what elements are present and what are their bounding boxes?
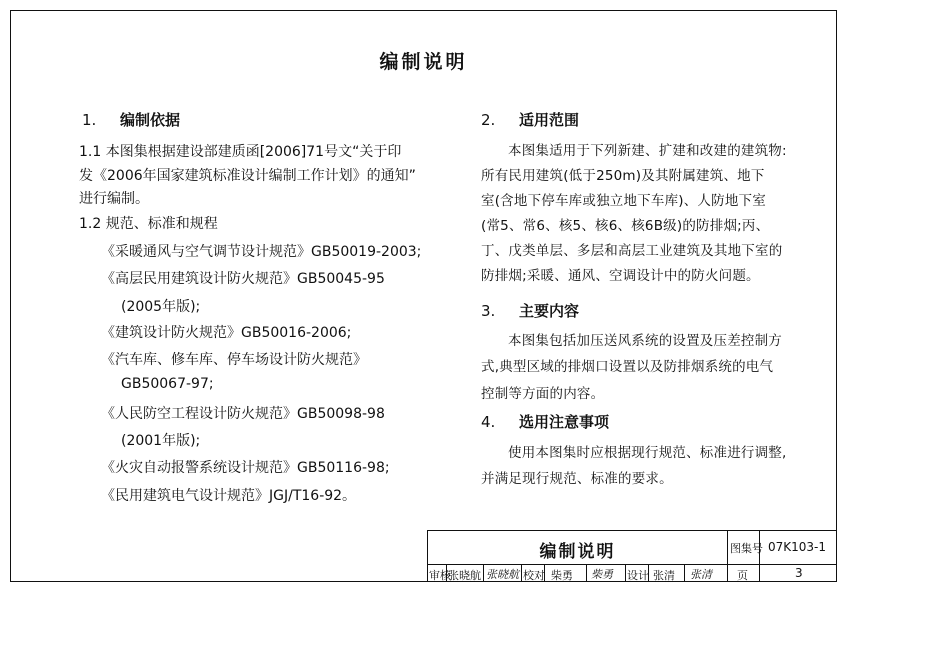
page-title: 编制说明 xyxy=(379,51,468,73)
divider xyxy=(521,564,522,581)
page-label: 页 xyxy=(737,569,748,582)
design-label: 设计 xyxy=(627,569,649,582)
atlas-number-label: 图集号 xyxy=(730,542,763,555)
standard-item: GB50067-97; xyxy=(121,376,214,392)
review-label: 审核 xyxy=(429,569,451,582)
divider xyxy=(684,564,685,581)
page-number: 3 xyxy=(795,566,803,580)
reviewer-signature: 张晓航 xyxy=(486,568,519,581)
section-4-heading: 4. 选用注意事项 xyxy=(481,413,610,431)
standard-item: 《汽车库、修车库、停车场设计防火规范》 xyxy=(101,352,367,368)
divider xyxy=(428,564,836,565)
text-line: (常5、常6、核5、核6、核6B级)的防排烟;丙、 xyxy=(481,218,770,234)
standard-item: 《采暖通风与空气调节设计规范》GB50019-2003; xyxy=(101,244,422,260)
standard-item: 《建筑设计防火规范》GB50016-2006; xyxy=(101,325,352,341)
designer-name: 张清 xyxy=(653,569,675,582)
section-1-heading: 1. 编制依据 xyxy=(82,111,181,129)
text-line: 式,典型区域的排烟口设置以及防排烟系统的电气 xyxy=(481,359,774,375)
text-line: 并满足现行规范、标准的要求。 xyxy=(481,471,673,487)
divider xyxy=(483,564,484,581)
standard-item: 《民用建筑电气设计规范》JGJ/T16-92。 xyxy=(101,488,357,504)
text-line: 进行编制。 xyxy=(79,191,149,207)
standard-item: 《高层民用建筑设计防火规范》GB50045-95 xyxy=(101,271,385,287)
checker-signature: 柴勇 xyxy=(591,568,613,581)
designer-signature: 张清 xyxy=(690,568,712,581)
reviewer-name: 张晓航 xyxy=(448,569,481,582)
standard-item: 《火灾自动报警系统设计规范》GB50116-98; xyxy=(101,460,390,476)
divider xyxy=(727,531,728,581)
standard-item: (2001年版); xyxy=(121,433,201,449)
text-line: 本图集包括加压送风系统的设置及压差控制方 xyxy=(508,333,782,349)
text-line: 本图集适用于下列新建、扩建和改建的建筑物: xyxy=(508,143,787,159)
text-line: 1.1 本图集根据建设部建质函[2006]71号文“关于印 xyxy=(79,144,402,160)
text-line: 室(含地下停车库或独立地下车库)、人防地下室 xyxy=(481,193,766,209)
divider xyxy=(625,564,626,581)
atlas-number: 07K103-1 xyxy=(768,540,827,554)
check-label: 校对 xyxy=(523,569,545,582)
text-line: 控制等方面的内容。 xyxy=(481,386,605,402)
text-line: 发《2006年国家建筑标准设计编制工作计划》的通知” xyxy=(79,168,416,184)
checker-name: 柴勇 xyxy=(551,569,573,582)
text-line: 使用本图集时应根据现行规范、标准进行调整, xyxy=(508,445,787,461)
text-line: 防排烟;采暖、通风、空调设计中的防火问题。 xyxy=(481,268,760,284)
title-block xyxy=(427,530,836,581)
standard-item: (2005年版); xyxy=(121,299,201,315)
text-line: 丁、戊类单层、多层和高层工业建筑及其地下室的 xyxy=(481,243,783,259)
section-2-heading: 2. 适用范围 xyxy=(481,111,580,129)
divider xyxy=(759,531,760,581)
drawing-frame xyxy=(10,10,837,582)
section-3-heading: 3. 主要内容 xyxy=(481,302,580,320)
text-line: 1.2 规范、标准和规程 xyxy=(79,216,218,232)
divider xyxy=(586,564,587,581)
text-line: 所有民用建筑(低于250m)及其附属建筑、地下 xyxy=(481,168,765,184)
standard-item: 《人民防空工程设计防火规范》GB50098-98 xyxy=(101,406,385,422)
title-block-title: 编制说明 xyxy=(539,542,616,562)
